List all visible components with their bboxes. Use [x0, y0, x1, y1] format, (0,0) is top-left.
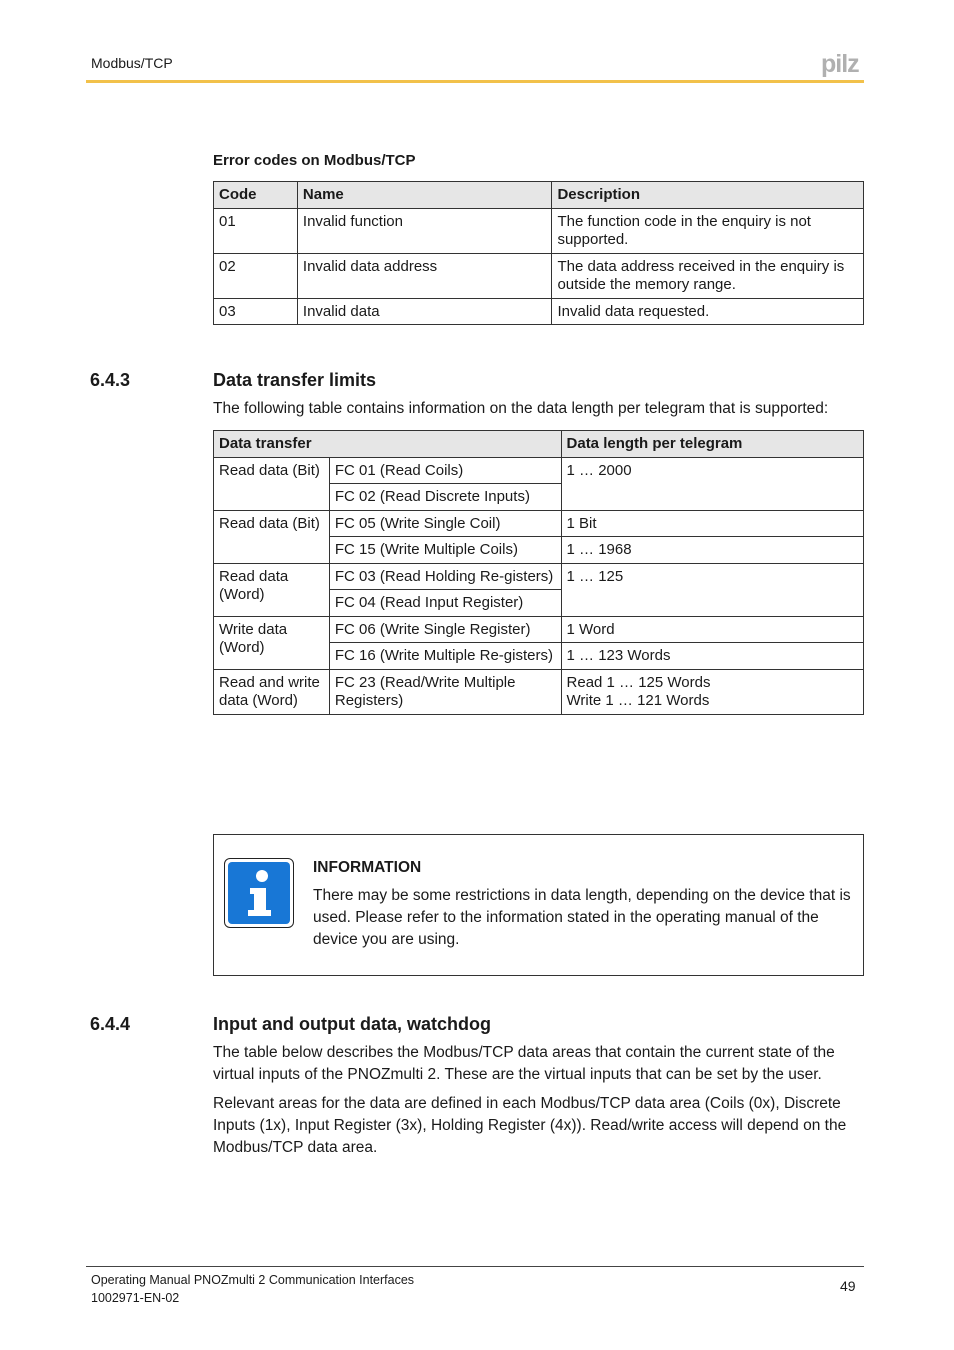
function-code: FC 16 (Write Multiple Re-gisters) [329, 643, 561, 670]
column-header: Data transfer [214, 431, 562, 458]
data-length: 1 … 125 [561, 563, 863, 616]
table-row [214, 563, 864, 590]
data-length [561, 669, 863, 714]
section-paragraph: Relevant areas for the data are defined in each Modbus/TCP data area (Coils (0x), Discrete Inputs (1x), Input Register (3x), Holding Register (4x)). Read/write access will depend on the Modbus/TCP data area. [213, 1095, 847, 1156]
function-code: FC 02 (Read Discrete Inputs) [329, 484, 561, 511]
function-code: FC 05 (Write Single Coil) [329, 510, 561, 537]
error-code: 03 [214, 298, 298, 325]
info-title: INFORMATION [313, 859, 422, 876]
column-header: Code [214, 182, 298, 209]
data-length: 1 Word [561, 616, 863, 643]
error-description: The data address received in the enquiry is outside the memory range. [552, 253, 864, 298]
page-number: 49 [840, 1278, 856, 1294]
data-length: 1 … 1968 [561, 537, 863, 564]
transfer-type: Write data (Word) [214, 616, 330, 669]
transfer-type: Read data (Bit) [214, 457, 330, 510]
function-code: FC 23 (Read/Write Multiple Registers) [329, 669, 561, 714]
table-header-row [214, 182, 864, 209]
table-row [214, 457, 864, 484]
column-header: Name [297, 182, 552, 209]
column-header: Data length per telegram [561, 431, 863, 458]
section-intro: The following table contains information on the data length per telegram that is supported: [213, 400, 829, 417]
function-code: FC 15 (Write Multiple Coils) [329, 537, 561, 564]
footer-manual-title: Operating Manual PNOZmulti 2 Communication Interfaces [91, 1273, 415, 1287]
error-code: 01 [214, 208, 298, 253]
pilz-logo [820, 50, 864, 78]
section-title: Data transfer limits [213, 370, 377, 390]
function-code: FC 06 (Write Single Register) [329, 616, 561, 643]
section-number: 6.4.3 [90, 370, 131, 390]
section-number: 6.4.4 [90, 1014, 131, 1034]
function-code: FC 03 (Read Holding Re-gisters) [329, 563, 561, 590]
section-title: Input and output data, watchdog [213, 1014, 491, 1034]
footer-rule [86, 1266, 864, 1267]
info-text: There may be some restrictions in data length, depending on the device that is used. Please refer to the information stated in the operating manual of the device you are using. [313, 887, 851, 948]
header-section-label: Modbus/TCP [91, 55, 173, 71]
section-paragraph: The table below describes the Modbus/TCP data areas that contain the current state of the virtual inputs of the PNOZmulti 2. These are the virtual inputs that can be set by the user. [213, 1044, 835, 1083]
data-transfer-table [213, 430, 864, 715]
error-table-caption: Error codes on Modbus/TCP [213, 152, 416, 169]
table-row [214, 253, 864, 298]
error-codes-table [213, 181, 864, 325]
transfer-type: Read data (Bit) [214, 510, 330, 563]
data-length: 1 … 123 Words [561, 643, 863, 670]
table-row [214, 669, 864, 714]
transfer-type: Read and write data (Word) [214, 669, 330, 714]
table-row [214, 510, 864, 537]
error-code: 02 [214, 253, 298, 298]
table-row [214, 208, 864, 253]
data-length: 1 Bit [561, 510, 863, 537]
function-code: FC 01 (Read Coils) [329, 457, 561, 484]
table-header-row [214, 431, 864, 458]
svg-text:pilz: pilz [821, 50, 859, 78]
table-row [214, 298, 864, 325]
header-rule [86, 80, 864, 83]
error-description: The function code in the enquiry is not supported. [552, 208, 864, 253]
table-row [214, 616, 864, 643]
data-length: 1 … 2000 [561, 457, 863, 510]
column-header: Description [552, 182, 864, 209]
function-code: FC 04 (Read Input Register) [329, 590, 561, 617]
error-name: Invalid data [297, 298, 552, 325]
transfer-type: Read data (Word) [214, 563, 330, 616]
error-description: Invalid data requested. [552, 298, 864, 325]
footer-document-number: 1002971-EN-02 [91, 1291, 180, 1305]
error-name: Invalid data address [297, 253, 552, 298]
data-length-line: Write 1 … 121 Words [566, 692, 710, 709]
error-name: Invalid function [297, 208, 552, 253]
data-length-line: Read 1 … 125 Words [566, 673, 711, 691]
info-icon [224, 858, 294, 928]
